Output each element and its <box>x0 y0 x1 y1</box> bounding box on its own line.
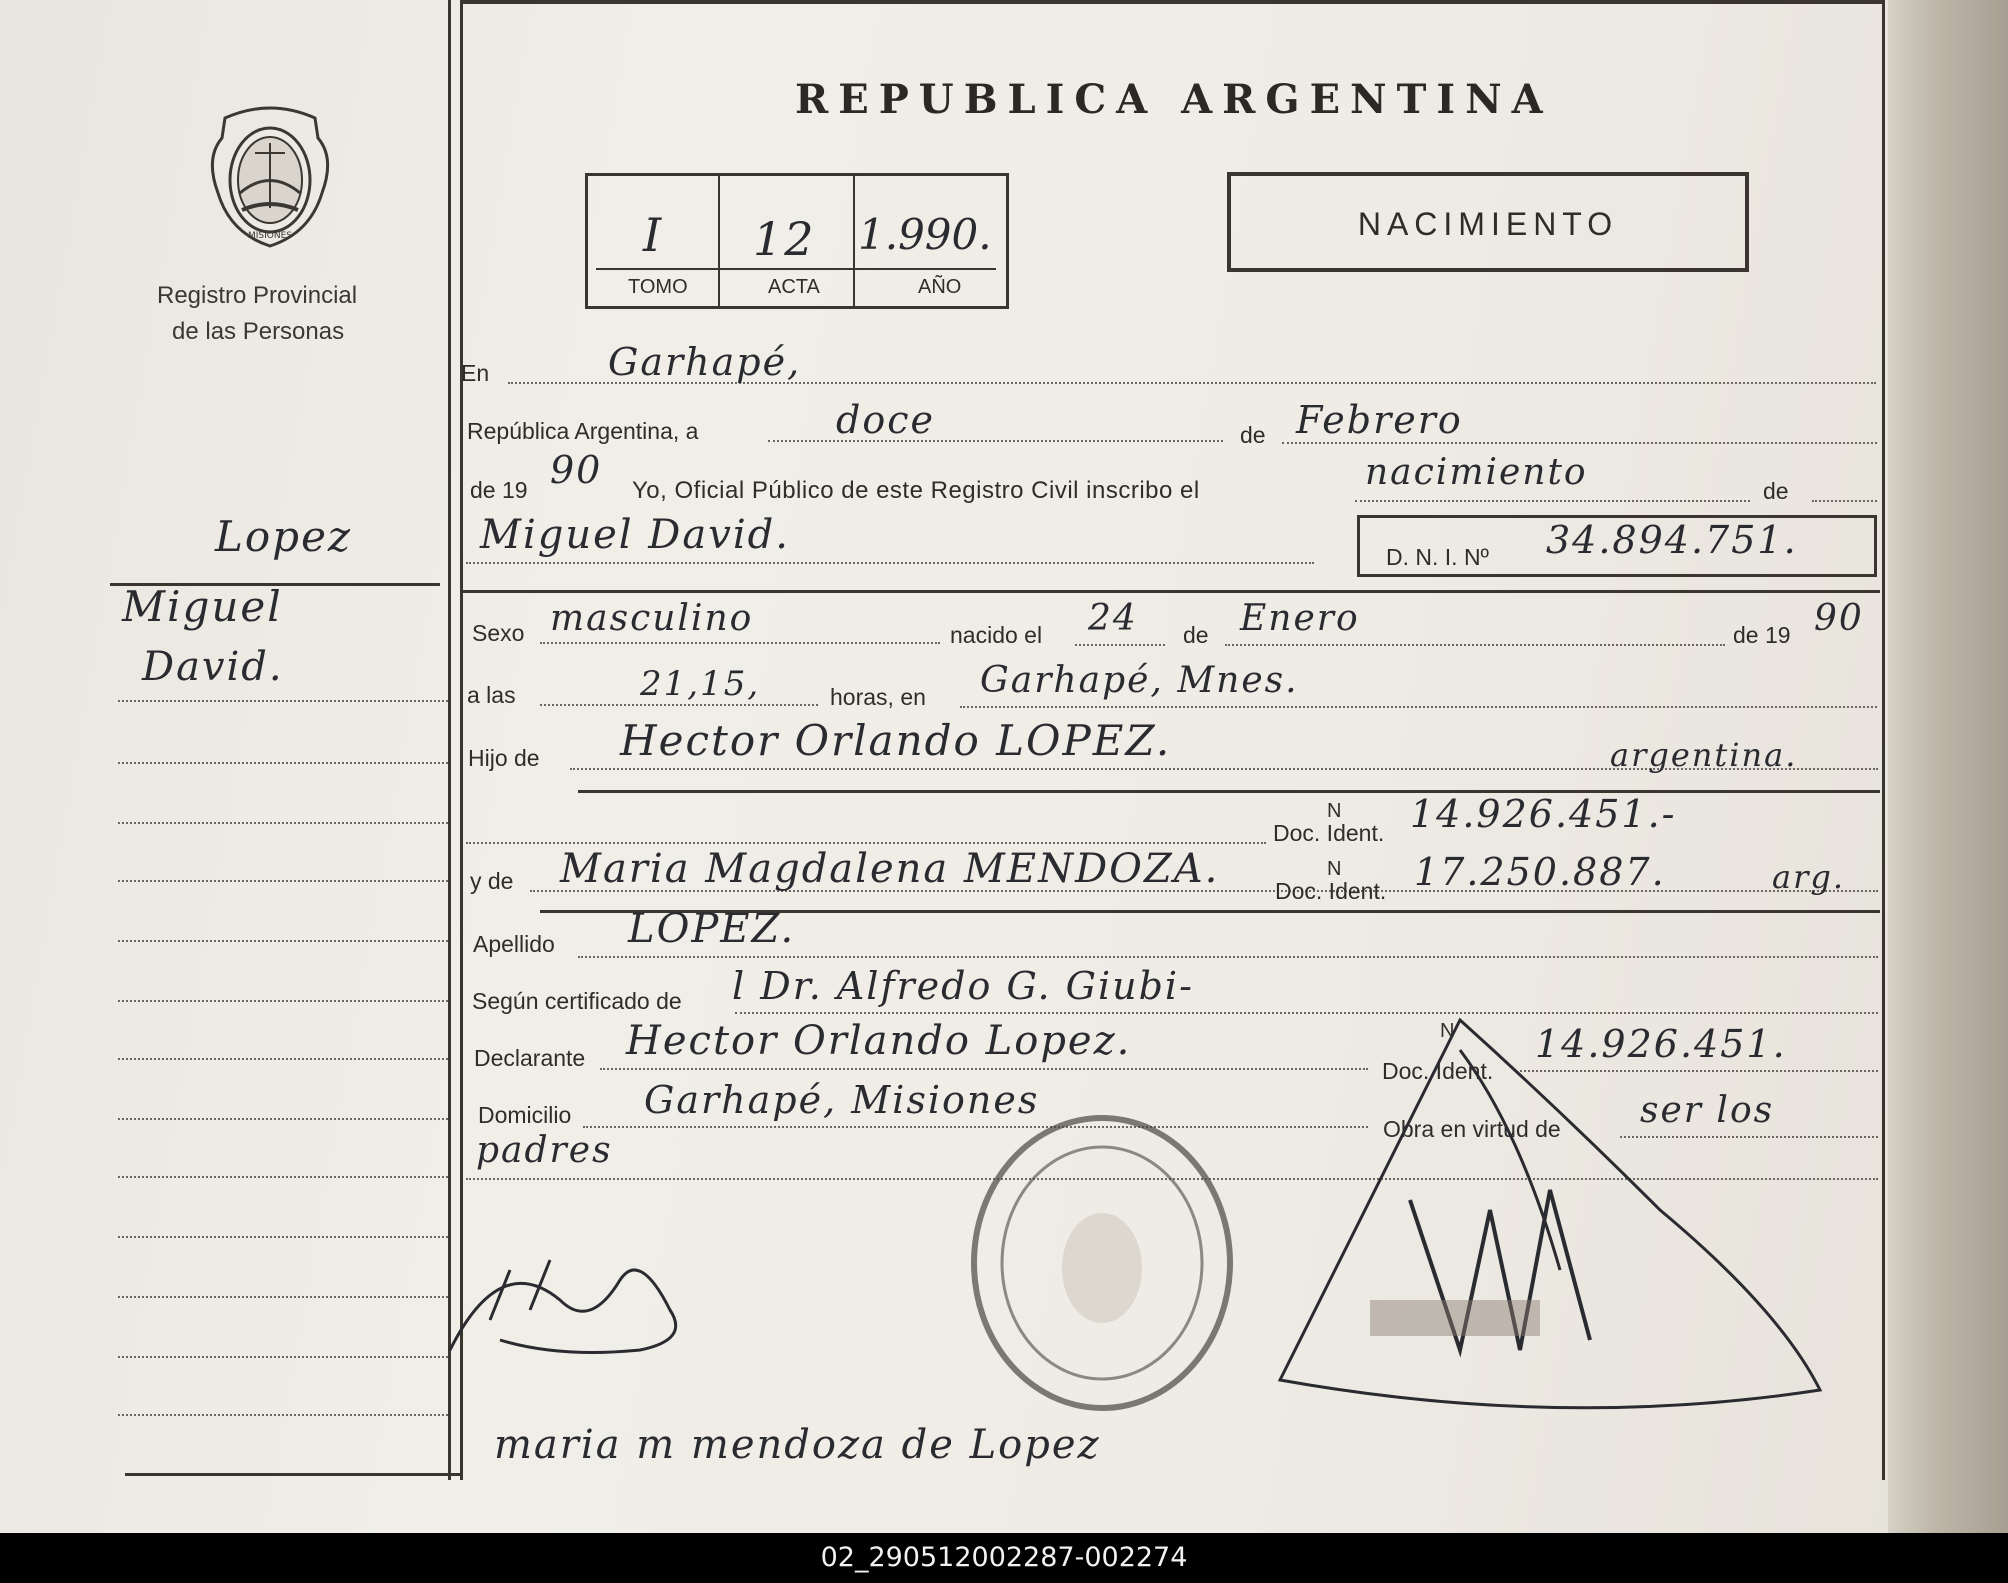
segun-value: l Dr. Alfredo G. Giubi- <box>732 964 1194 1008</box>
anio-label: AÑO <box>918 276 962 298</box>
nacido-mes: Enero <box>1240 598 1360 639</box>
margin-line <box>118 1236 448 1238</box>
en-label: En <box>461 360 490 386</box>
sexo-value: masculino <box>550 598 754 639</box>
padre-doc-sup: N <box>1327 800 1342 822</box>
margin-note-given1: Miguel <box>122 582 283 631</box>
margin-note-surname: Lopez <box>215 512 353 561</box>
madre-value: Maria Magdalena MENDOZA. <box>560 846 1220 892</box>
domicilio-label: Domicilio <box>478 1102 572 1128</box>
record-number-box <box>585 173 1009 309</box>
acta-label: ACTA <box>768 276 820 298</box>
form-top-rule <box>462 0 1882 4</box>
registry-name-line2: de las Personas <box>172 318 345 345</box>
domicilio-value-2: padres <box>476 1130 613 1171</box>
nacido-anio: 90 <box>1814 598 1864 639</box>
form-right-border <box>1882 0 1885 1480</box>
padre-doc-line-left <box>466 842 1266 844</box>
tomo-label: TOMO <box>628 276 688 298</box>
padre-value: Hector Orlando LOPEZ. <box>620 716 1172 765</box>
obra-label: Obra en virtud de <box>1383 1116 1561 1142</box>
declarante-doc-label: Doc. Ident. <box>1382 1058 1494 1084</box>
de-label-3: de <box>1183 622 1209 648</box>
margin-line <box>118 1296 448 1298</box>
section-rule-1 <box>462 590 1880 593</box>
nacido-dia: 24 <box>1088 598 1138 639</box>
margin-line <box>118 1414 448 1416</box>
registry-name-line1: Registro Provincial <box>157 282 358 309</box>
sexo-label: Sexo <box>472 620 525 646</box>
madre-doc-sup: N <box>1327 858 1342 880</box>
padre-doc-value: 14.926.451.- <box>1410 792 1677 836</box>
margin-line <box>118 700 448 702</box>
margin-line <box>118 822 448 824</box>
sexo-line <box>540 642 940 644</box>
year-prefix-label: de 19 <box>470 477 528 503</box>
nacido-mes-line <box>1225 644 1725 646</box>
en-value: Garhapé, <box>608 340 802 384</box>
margin-line <box>118 1058 448 1060</box>
dni-box <box>1357 515 1877 577</box>
mes-line <box>1282 442 1877 444</box>
padre-doc-label: Doc. Ident. <box>1273 820 1385 846</box>
declarante-value: Hector Orlando Lopez. <box>626 1018 1132 1064</box>
de-label: de <box>1240 422 1266 448</box>
dni-label: D. N. I. Nº <box>1386 544 1489 570</box>
margin-line <box>118 940 448 942</box>
obra-value: ser los <box>1640 1090 1775 1131</box>
record-type: NACIMIENTO <box>1357 206 1619 242</box>
alas-label: a las <box>467 682 516 708</box>
anio-value: 1.990. <box>858 210 992 259</box>
horas-label: horas, en <box>830 684 926 710</box>
de-label-2: de <box>1763 478 1789 504</box>
apellido-value: LOPEZ. <box>628 906 796 952</box>
margin-line <box>118 1118 448 1120</box>
inscribo-value: nacimiento <box>1365 452 1588 493</box>
mes-value: Febrero <box>1296 398 1463 442</box>
misiones-emblem <box>200 98 340 250</box>
margin-line <box>118 1176 448 1178</box>
svg-text:MISIONES: MISIONES <box>247 231 293 241</box>
padre-nacionalidad: argentina. <box>1610 736 1798 774</box>
de-line-2 <box>1812 500 1877 502</box>
margin-line <box>118 880 448 882</box>
nacido-label: nacido el <box>950 622 1043 648</box>
inscribo-line <box>1355 500 1750 502</box>
margin-rule-bottom <box>125 1473 460 1476</box>
nombre-line <box>466 562 1314 564</box>
madre-nacionalidad: arg. <box>1772 858 1846 896</box>
margin-note-given2: David. <box>142 644 284 690</box>
scan-id-footer: 02_290512002287-002274 <box>0 1533 2008 1583</box>
yde-label: y de <box>470 868 514 894</box>
acta-value: 12 <box>753 212 816 266</box>
signature-left-top <box>440 1240 740 1360</box>
dia-value: doce <box>836 398 935 442</box>
official-stamp <box>962 1108 1242 1418</box>
section-rule-2 <box>578 790 1880 793</box>
country-title: REPUBLICA ARGENTINA <box>795 76 1553 123</box>
margin-line <box>118 1356 448 1358</box>
declarante-doc-sup: N <box>1440 1020 1455 1042</box>
madre-doc-value: 17.250.887. <box>1414 850 1666 894</box>
margin-line <box>118 762 448 764</box>
lugar-value: Garhapé, Mnes. <box>980 660 1299 701</box>
dni-value: 34.894.751. <box>1546 518 1798 562</box>
signature-official <box>1260 1010 1830 1410</box>
declarante-line <box>600 1068 1368 1070</box>
margin-line <box>118 1000 448 1002</box>
year-value: 90 <box>550 448 603 492</box>
apellido-line <box>578 956 1878 958</box>
declarante-doc-value: 14.926.451. <box>1535 1022 1787 1066</box>
nacido-dia-line <box>1075 644 1165 646</box>
inscribo-label: Yo, Oficial Público de este Registro Civil inscribo el <box>632 477 1200 504</box>
hora-value: 21,15, <box>640 664 761 704</box>
year-prefix-label-2: de 19 <box>1733 622 1791 648</box>
nombre-value: Miguel David. <box>480 512 790 558</box>
madre-doc-label: Doc. Ident. <box>1275 878 1387 904</box>
hijo-label: Hijo de <box>468 745 540 771</box>
record-type-box <box>1227 172 1749 272</box>
tomo-value: I <box>643 208 664 262</box>
apellido-label: Apellido <box>473 931 555 957</box>
page-edge <box>1888 0 2008 1533</box>
signature-mother: maria m mendoza de Lopez <box>494 1422 1101 1468</box>
republica-label: República Argentina, a <box>467 418 699 444</box>
segun-label: Según certificado de <box>472 988 682 1014</box>
hora-line <box>540 704 818 706</box>
domicilio-value: Garhapé, Misiones <box>644 1078 1040 1122</box>
lugar-line <box>960 706 1877 708</box>
declarante-label: Declarante <box>474 1045 586 1071</box>
